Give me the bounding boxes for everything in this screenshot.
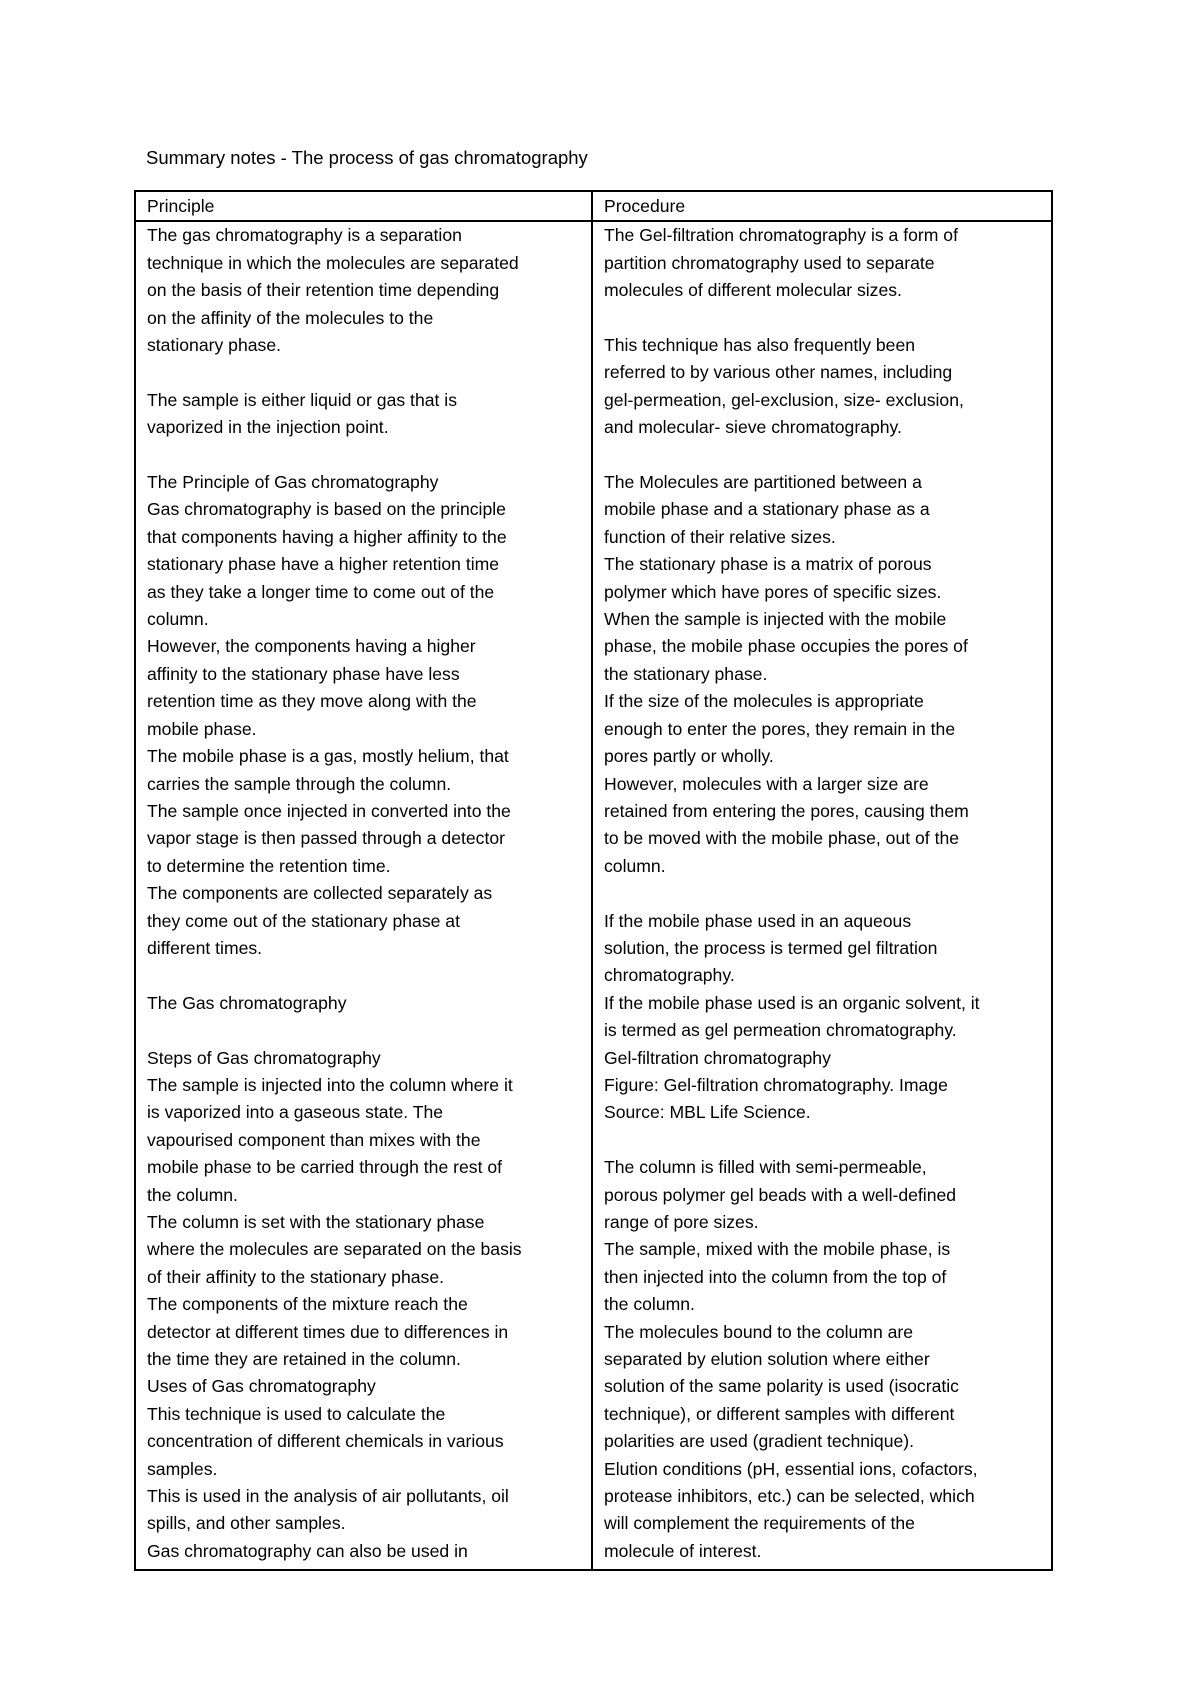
principle-paragraph: Steps of Gas chromatography The sample is injected into the column where it is vaporized into a gaseous state. The vapourised component than mixes with the mobile phase to be carried through the rest of the column. The column is set with the stationary phase where the molecules are separated on the basis of their affinity to the stationary phase. The components of the mixture reach the detector at different times due to differences in the time they are retained in the column. Uses of Gas chromatography This technique is used to calculate the concentration of different chemicals in various samples. This is used in the analysis of air pollutants, oil spills, and other samples. Gas chromatography can also be used in	[147, 1047, 522, 1561]
column-header-procedure: Procedure	[592, 191, 1052, 221]
procedure-cell	[592, 221, 1052, 1570]
table-row	[135, 221, 1052, 1570]
summary-table	[134, 190, 1053, 1571]
procedure-paragraph: If the mobile phase used in an aqueous solution, the process is termed gel filtration chromatography. If the mobile phase used is an organic solvent, it is termed as gel permeation chromatography. Gel-filtration chromatography Figure: Gel-filtration chromatography. Image Source: MBL Life Science.	[604, 910, 980, 1123]
principle-paragraph: The gas chromatography is a separation technique in which the molecules are separated on the basis of their retention time depending on the affinity of the molecules to the stationary phase.	[147, 225, 519, 356]
procedure-paragraph: The Gel-filtration chromatography is a form of partition chromatography used to separate molecules of different molecular sizes.	[604, 225, 958, 301]
principle-paragraph: The Gas chromatography	[147, 992, 347, 1013]
table-header-row	[135, 191, 1052, 221]
principle-paragraph: The Principle of Gas chromatography Gas chromatography is based on the principle that components having a higher affinity to the stationary phase have a higher retention time as they take a longer time to come out of the column. However, the components having a higher affinity to the stationary phase have less retention time as they move along with the mobile phase. The mobile phase is a gas, mostly helium, that carries the sample through the column. The sample once injected in converted into the vapor stage is then passed through a detector to determine the retention time. The components are collected separately as they come out of the stationary phase at different times.	[147, 472, 511, 958]
procedure-paragraph: The Molecules are partitioned between a mobile phase and a stationary phase as a function of their relative sizes. The stationary phase is a matrix of porous polymer which have pores of specific sizes. When the sample is injected with the mobile phase, the mobile phase occupies the pores of the stationary phase. If the size of the molecules is appropriate enough to enter the pores, they remain in the pores partly or wholly. However, molecules with a larger size are retained from entering the pores, causing them to be moved with the mobile phase, out of the column.	[604, 472, 969, 876]
principle-cell	[135, 221, 592, 1570]
procedure-paragraph: This technique has also frequently been referred to by various other names, including gel-permeation, gel-exclusion, size- exclusion, and molecular- sieve chromatography.	[604, 335, 964, 438]
page-title: Summary notes - The process of gas chromatography	[146, 147, 588, 168]
column-header-principle: Principle	[135, 191, 592, 221]
principle-paragraph: The sample is either liquid or gas that is vaporized in the injection point.	[147, 389, 457, 438]
procedure-paragraph: The column is filled with semi-permeable, porous polymer gel beads with a well-defined range of pore sizes. The sample, mixed with the mobile phase, is then injected into the column from the top of the column. The molecules bound to the column are separated by elution solution where either solution of the same polarity is used (isocratic technique), or different samples with different polarities are used (gradient technique). Elution conditions (pH, essential ions, cofactors, protease inhibitors, etc.) can be selected, which will complement the requirements of the molecule of interest.	[604, 1157, 978, 1561]
